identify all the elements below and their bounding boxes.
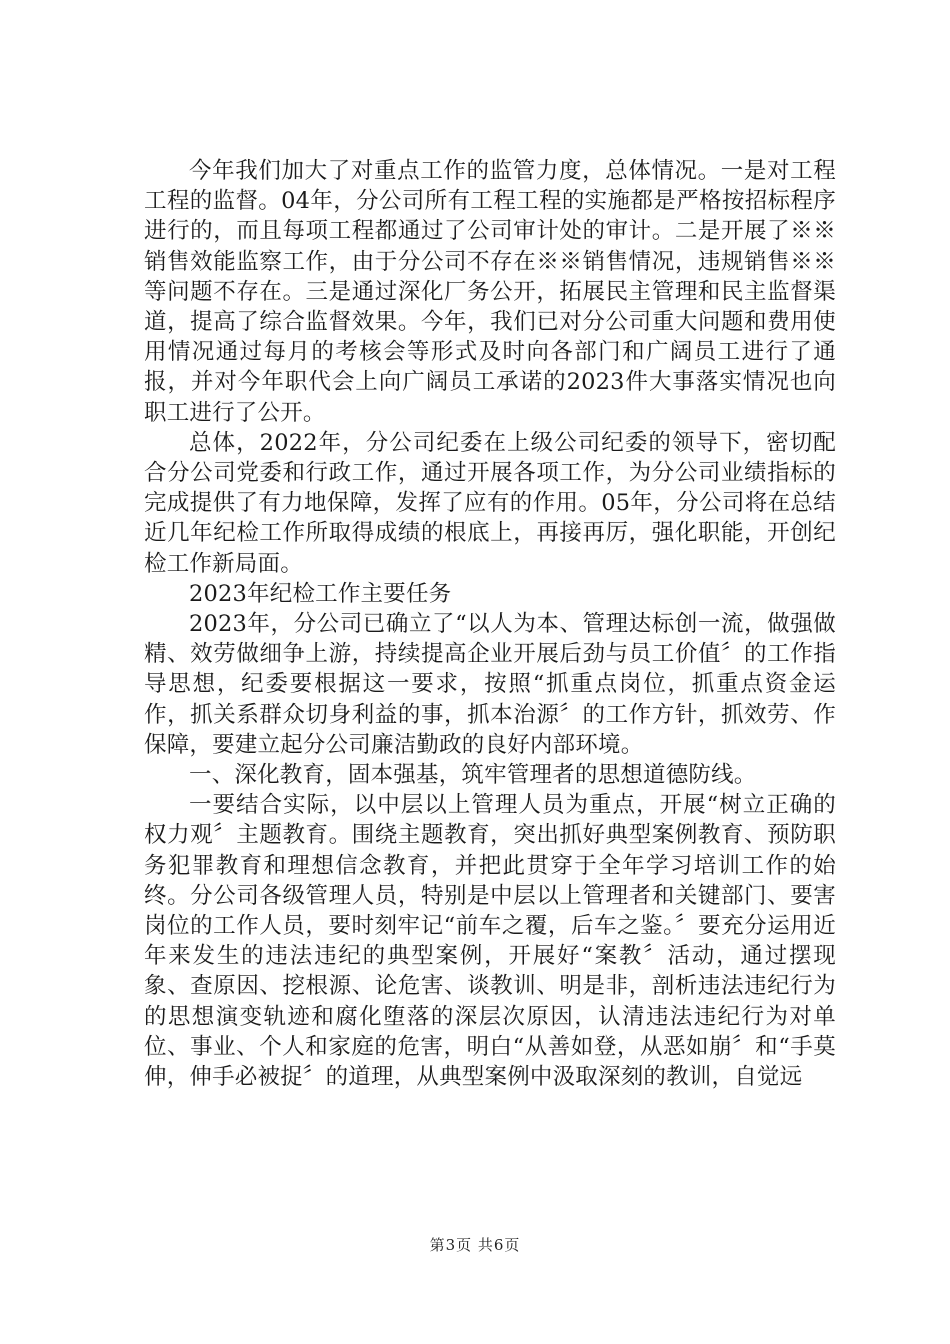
paragraph-supervision: 今年我们加大了对重点工作的监管力度，总体情况。一是对工程工程的监督。04年，分公司所有工程工程的实施都是严格按招标程序进行的，而且每项工程都通过了公司审计处的审计。二是开展了※※销售效能监察工作，由于分公司不存在※※销售情况，违规销售※※等问题不存在。三是通过深化厂务公开，拓展民主管理和民主监督渠道，提高了综合监督效果。今年，我们已对分公司重大问题和费用使用情况通过每月的考核会等形式及时向各部门和广阔员工进行了通报，并对今年职代会上向广阔员工承诺的2023件大事落实情况也向职工进行了公开。 (144, 158, 836, 426)
section-heading-education: 一、深化教育，固本强基，筑牢管理者的思想道德防线。 (189, 762, 757, 789)
section-heading-main-tasks: 2023年纪检工作主要任务 (189, 580, 452, 607)
paragraph-summary: 总体，2022年，分公司纪委在上级公司纪委的领导下，密切配合分公司党委和行政工作，通过开展各项工作，为分公司业绩指标的完成提供了有力地保障，发挥了应有的作用。05年，分公司将在总结近几年纪检工作所取得成绩的根底上，再接再厉，强化职能，开创纪检工作新局面。 (144, 429, 836, 577)
document-body (144, 156, 836, 1092)
paragraph-guiding-ideology: 2023年，分公司已确立了“以人为本、管理达标创一流，做强做精、效劳做细争上游，持续提高企业开展后劲与员工价值〞的工作指导思想，纪委要根据这一要求，按照“抓重点岗位，抓重点资金运作，抓关系群众切身利益的事，抓本治源〞的工作方针，抓效劳、作保障，要建立起分公司廉洁勤政的良好内部环境。 (144, 611, 836, 758)
page-number-footer: 第3页 共6页 (429, 1236, 521, 1254)
paragraph-education-detail: 一要结合实际，以中层以上管理人员为重点，开展“树立正确的权力观〞主题教育。围绕主题教育，突出抓好典型案例教育、预防职务犯罪教育和理想信念教育，并把此贯穿于全年学习培训工作的始终。分公司各级管理人员，特别是中层以上管理者和关键部门、要害岗位的工作人员，要时刻牢记“前车之覆，后车之鉴。〞要充分运用近年来发生的违法违纪的典型案例，开展好“案教〞活动，通过摆现象、查原因、挖根源、论危害、谈教训、明是非，剖析违法违纪行为的思想演变轨迹和腐化堕落的深层次原因，认清违法违纪行为对单位、事业、个人和家庭的危害，明白“从善如登，从恶如崩〞和“手莫伸，伸手必被捉〞的道理，从典型案例中汲取深刻的教训，自觉远 (144, 792, 836, 1091)
